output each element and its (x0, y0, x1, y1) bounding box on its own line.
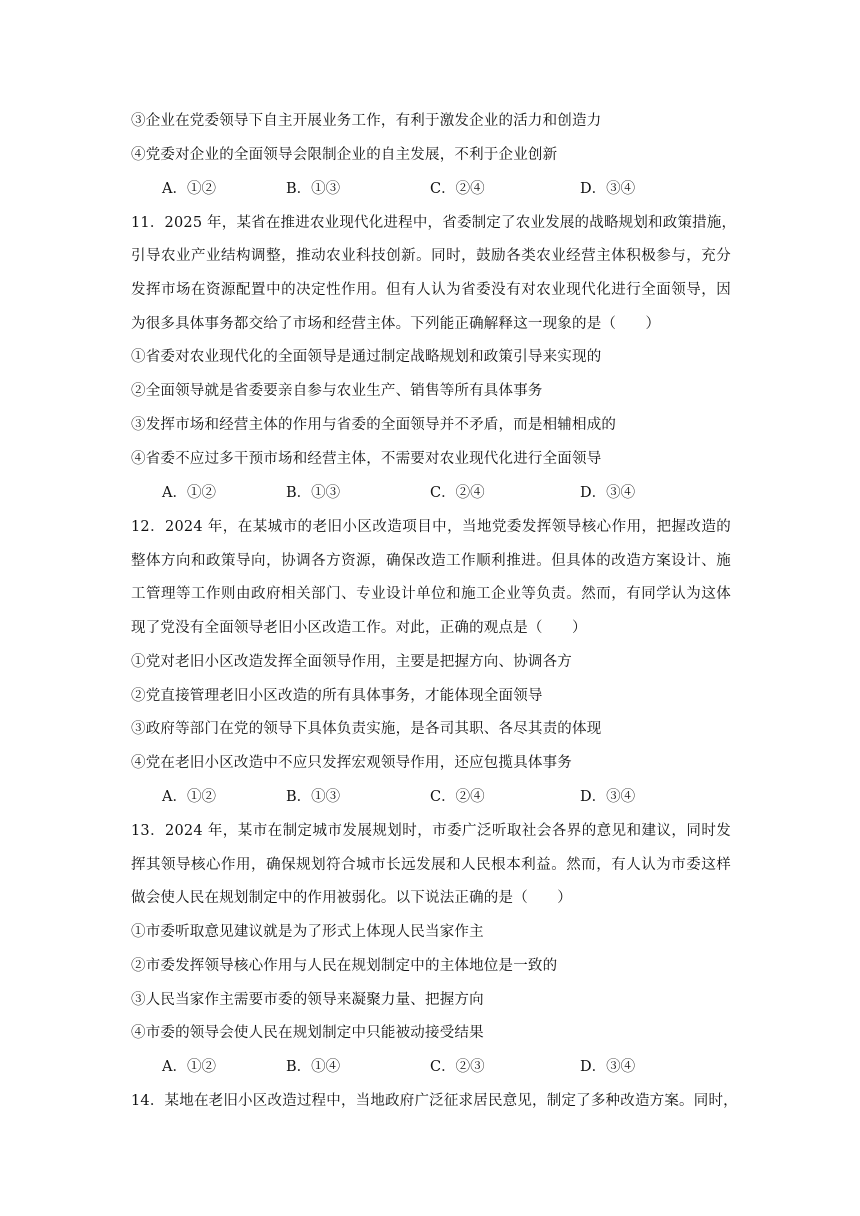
q13-option-d: D．③④ (580, 1059, 636, 1075)
q13-statement-3: ③人民当家作主需要市委的领导来凝聚力量、把握方向 (131, 992, 484, 1008)
q10-option-c: C．②④ (430, 181, 485, 197)
q13-option-a: A．①② (162, 1059, 216, 1075)
q13-statement-1: ①市委听取意见建议就是为了形式上体现人民当家作主 (131, 924, 484, 940)
q12-options (162, 787, 722, 807)
q12-option-a: A．①② (162, 789, 216, 805)
q12-stem-line-1: 12．2024 年，在某城市的老旧小区改造项目中，当地党委发挥领导核心作用，把握改造的 (131, 519, 731, 535)
q12-statement-4: ④党在老旧小区改造中不应只发挥宏观领导作用，还应包揽具体事务 (131, 755, 572, 771)
q12-option-d: D．③④ (580, 789, 636, 805)
q12-stem-line-3: 工管理等工作则由政府相关部门、专业设计单位和施工企业等负责。然而，有同学认为这体 (131, 586, 731, 602)
q11-statement-1: ①省委对农业现代化的全面领导是通过制定战略规划和政策引导来实现的 (131, 349, 602, 365)
q10-option-d: D．③④ (580, 181, 636, 197)
q11-stem-line-2: 引导农业产业结构调整，推动农业科技创新。同时，鼓励各类农业经营主体积极参与，充分 (131, 248, 731, 264)
q12-option-c: C．②④ (430, 789, 485, 805)
q12-stem-line-2: 整体方向和政策导向，协调各方资源，确保改造工作顺利推进。但具体的改造方案设计、施 (131, 553, 731, 569)
q11-statement-3: ③发挥市场和经营主体的作用与省委的全面领导并不矛盾，而是相辅相成的 (131, 417, 617, 433)
q13-stem-line-2: 挥其领导核心作用，确保规划符合城市长远发展和人民根本利益。然而，有人认为市委这样 (131, 857, 731, 873)
q12-option-b: B．①③ (286, 789, 341, 805)
q11-option-d: D．③④ (580, 485, 636, 501)
q13-statement-4: ④市委的领导会使人民在规划制定中只能被动接受结果 (131, 1025, 484, 1041)
q10-option-a: A．①② (162, 181, 216, 197)
q11-option-b: B．①③ (286, 485, 341, 501)
q14-stem-line-1: 14．某地在老旧小区改造过程中，当地政府广泛征求居民意见，制定了多种改造方案。同时， (131, 1093, 738, 1109)
q11-statement-2: ②全面领导就是省委要亲自参与农业生产、销售等所有具体事务 (131, 383, 543, 399)
q10-options (162, 179, 722, 199)
q13-options (162, 1057, 722, 1077)
q11-option-c: C．②④ (430, 485, 485, 501)
q13-statement-2: ②市委发挥领导核心作用与人民在规划制定中的主体地位是一致的 (131, 958, 558, 974)
q12-statement-1: ①党对老旧小区改造发挥全面领导作用，主要是把握方向、协调各方 (131, 654, 572, 670)
q11-stem-line-4: 为很多具体事务都交给了市场和经营主体。下列能正确解释这一现象的是（ ） (131, 316, 661, 332)
q13-stem-line-1: 13．2024 年，某市在制定城市发展规划时，市委广泛听取社会各界的意见和建议，同时发 (131, 823, 731, 839)
q11-stem-line-1: 11．2025 年，某省在推进农业现代化进程中，省委制定了农业发展的战略规划和政策措施， (131, 215, 737, 231)
q12-stem-line-4: 现了党没有全面领导老旧小区改造工作。对此，正确的观点是（ ） (131, 620, 587, 636)
q13-stem-line-3: 做会使人民在规划制定中的作用被弱化。以下说法正确的是（ ） (131, 890, 572, 906)
q11-option-a: A．①② (162, 485, 216, 501)
q13-option-c: C．②③ (430, 1059, 485, 1075)
q12-statement-2: ②党直接管理老旧小区改造的所有具体事务，才能体现全面领导 (131, 688, 543, 704)
q11-stem-line-3: 发挥市场在资源配置中的决定性作用。但有人认为省委没有对农业现代化进行全面领导，因 (131, 282, 731, 298)
q12-statement-3: ③政府等部门在党的领导下具体负责实施，是各司其职、各尽其责的体现 (131, 721, 602, 737)
q10-statement-3: ③企业在党委领导下自主开展业务工作，有利于激发企业的活力和创造力 (131, 113, 602, 129)
q11-statement-4: ④省委不应过多干预市场和经营主体，不需要对农业现代化进行全面领导 (131, 451, 602, 467)
q13-option-b: B．①④ (286, 1059, 341, 1075)
q10-statement-4: ④党委对企业的全面领导会限制企业的自主发展，不利于企业创新 (131, 147, 558, 163)
q11-options (162, 483, 722, 503)
q10-option-b: B．①③ (286, 181, 341, 197)
